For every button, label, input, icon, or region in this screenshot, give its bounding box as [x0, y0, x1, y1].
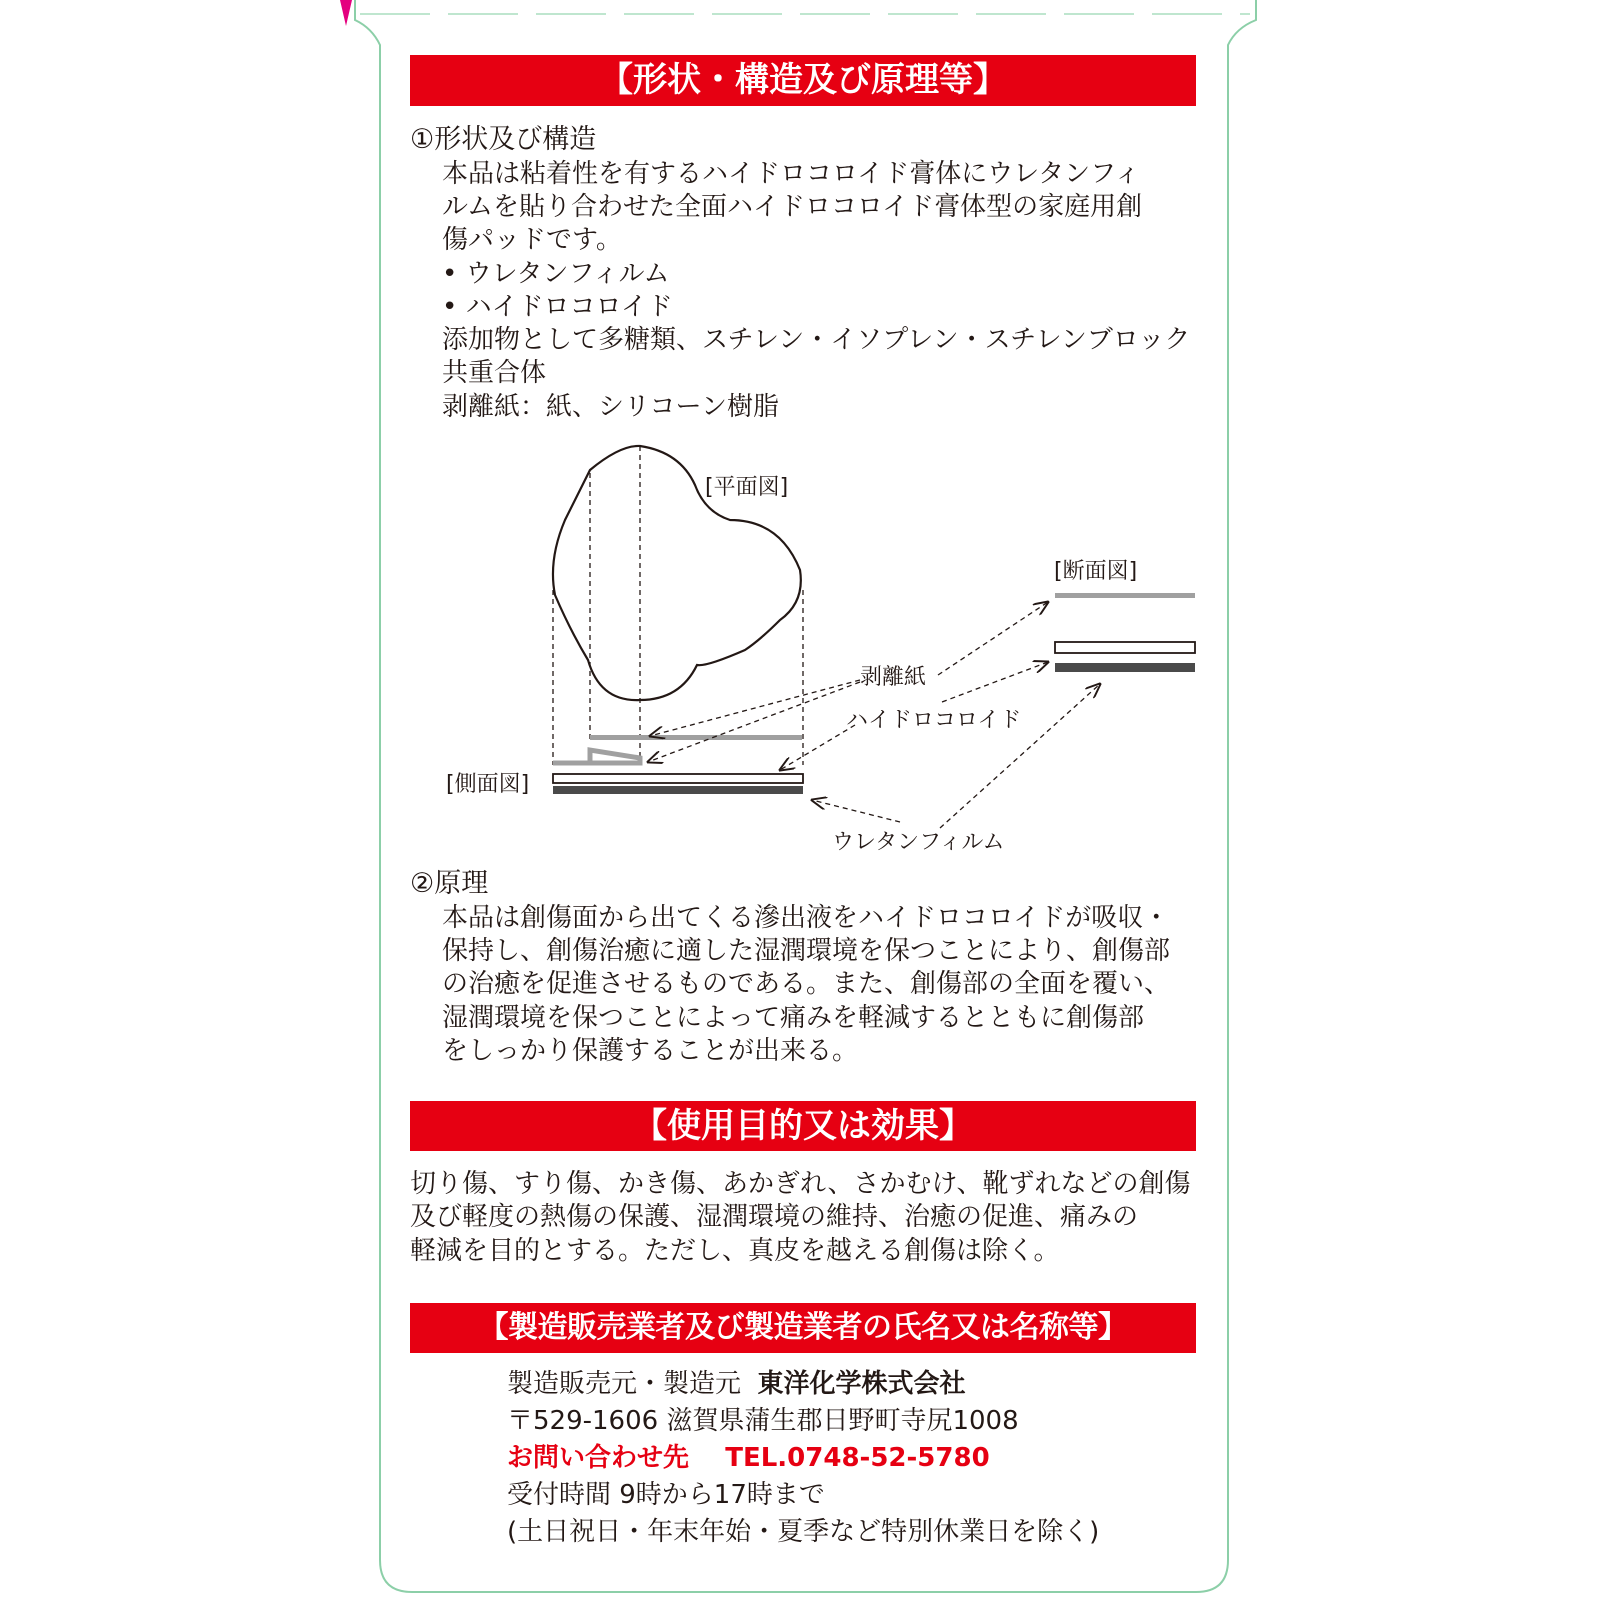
maker-address: 〒529-1606 滋賀県蒲生郡日野町寺尻1008	[507, 1406, 1019, 1436]
shape-bullet-urethane: • ウレタンフィルム	[442, 259, 670, 289]
cross-section-view	[1055, 593, 1195, 672]
section-manufacturer-title: 【製造販売業者及び製造業者の氏名又は名称等】	[410, 1303, 1196, 1353]
shape-line: 添加物として多糖類、スチレン・イソプレン・スチレンブロック	[442, 325, 1191, 355]
maker-label: 製造販売元・製造元	[507, 1369, 742, 1399]
maker-row	[507, 1366, 966, 1403]
shape-bullet-hydrocolloid: • ハイドロコロイド	[442, 292, 673, 322]
shape-line: 共重合体	[442, 358, 547, 388]
maker-name: 東洋化学株式会社	[757, 1369, 966, 1399]
principle-line: の治癒を促進させるものである。また、創傷部の全面を覆い、	[442, 969, 1171, 999]
side-view	[553, 735, 803, 794]
cross-section-label: [断面図]	[1054, 559, 1138, 584]
contact-label: お問い合わせ先	[507, 1443, 690, 1473]
principle-line: 保持し、創傷治癒に適した湿潤環境を保つことにより、創傷部	[442, 936, 1171, 966]
reception-hours: 受付時間 9時から17時まで	[507, 1480, 825, 1510]
shape-line: 本品は粘着性を有するハイドロコロイド膏体にウレタンフィ	[442, 159, 1141, 189]
release-paper-label: 剥離紙	[860, 665, 927, 690]
principle-heading: ②原理	[410, 868, 489, 899]
hydrocolloid-label: ハイドロコロイド	[846, 708, 1022, 733]
shape-line: ルムを貼り合わせた全面ハイドロコロイド膏体型の家庭用創	[442, 192, 1143, 222]
principle-line: をしっかり保護することが出来る。	[442, 1036, 859, 1066]
shape-heading: ①形状及び構造	[410, 124, 597, 155]
side-view-label: [側面図]	[446, 772, 530, 797]
purpose-line: 切り傷、すり傷、かき傷、あかぎれ、さかむけ、靴ずれなどの創傷	[410, 1169, 1191, 1199]
contact-tel[interactable]: TEL.0748-52-5780	[725, 1443, 990, 1473]
principle-line: 本品は創傷面から出てくる滲出液をハイドロコロイドが吸収・	[442, 903, 1170, 933]
principle-line: 湿潤環境を保つことによって痛みを軽減するとともに創傷部	[442, 1003, 1145, 1033]
shape-line: 剥離紙：紙、シリコーン樹脂	[442, 392, 779, 422]
section-shape-title: 【形状・構造及び原理等】	[410, 55, 1196, 106]
contact-row	[507, 1440, 990, 1477]
urethane-film-label: ウレタンフィルム	[832, 830, 1005, 855]
purpose-line: 及び軽度の熱傷の保護、湿潤環境の維持、治癒の促進、痛みの	[410, 1202, 1139, 1232]
plan-view-label: [平面図]	[705, 475, 789, 500]
holiday-note: (土日祝日・年末年始・夏季など特別休業日を除く)	[507, 1517, 1100, 1547]
section-purpose-title: 【使用目的又は効果】	[410, 1101, 1196, 1151]
shape-line: 傷パッドです。	[442, 225, 622, 255]
purpose-line: 軽減を目的とする。ただし、真皮を越える創傷は除く。	[410, 1236, 1060, 1266]
